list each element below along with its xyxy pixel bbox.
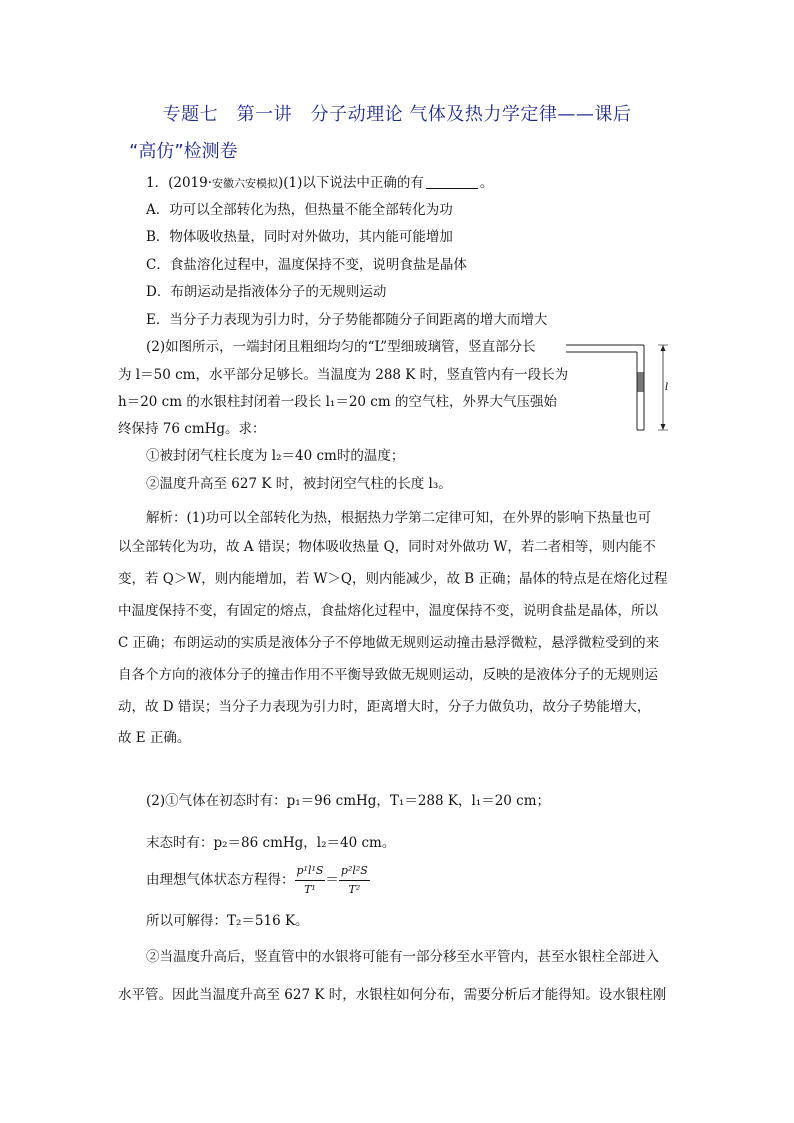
stem-source: 安徽六安模拟 bbox=[212, 177, 279, 190]
figure-label-l: l bbox=[665, 382, 669, 393]
part2-line-6: ②温度升高至 627 K 时，被封闭空气柱的长度 l₃。 bbox=[146, 476, 452, 492]
option-d: D．布朗运动是指液体分子的无规则运动 bbox=[146, 284, 387, 300]
part2-line-4: 终保持 76 cmHg。求： bbox=[118, 421, 266, 437]
title-line-1: 专题七 第一讲 分子动理论 气体及热力学定律——课后 bbox=[162, 104, 632, 125]
solution-line-6: 自各个方向的液体分子的撞击作用不平衡导致做无规则运动，反映的是液体分子的无规则运 bbox=[118, 667, 658, 683]
fraction-right bbox=[339, 862, 370, 899]
stem-end: 。 bbox=[479, 175, 494, 191]
answer-blank bbox=[426, 176, 478, 189]
option-a: A．功可以全部转化为热，但热量不能全部转化为功 bbox=[146, 202, 453, 218]
equation-prefix: 由理想气体状态方程得： bbox=[146, 872, 295, 888]
equals-sign: ＝ bbox=[325, 872, 339, 888]
fraction-left bbox=[295, 862, 326, 899]
stem-prefix: 1．(2019· bbox=[146, 175, 213, 191]
part2-line-1: (2)如图所示，一端封闭且粗细均匀的“L”型细玻璃管，竖直部分长 bbox=[146, 339, 536, 355]
title-line-2: “高仿”检测卷 bbox=[129, 141, 238, 162]
solution-line-3: 变，若 Q＞W，则内能增加，若 W＞Q，则内能减少，故 B 正确；晶体的特点是在熔化过程 bbox=[118, 571, 668, 587]
solution-line-7: 动，故 D 错误；当分子力表现为引力时，距离增大时，分子力做负功，故分子势能增大， bbox=[118, 699, 651, 715]
fraction-right-den: T² bbox=[348, 883, 361, 896]
solution-p2-line-2: 末态时有：p₂＝86 cmHg，l₂＝40 cm。 bbox=[146, 835, 396, 851]
mercury-column bbox=[638, 372, 644, 392]
solution-p3-line-2: 水平管。因此当温度升高至 627 K 时，水银柱如何分布，需要分析后才能得知。设水银柱刚 bbox=[118, 987, 667, 1003]
option-e: E．当分子力表现为引力时，分子势能都随分子间距离的增大而增大 bbox=[146, 312, 548, 328]
solution-line-4: 中温度保持不变，有固定的熔点，食盐熔化过程中，温度保持不变，说明食盐是晶体，所以 bbox=[118, 603, 658, 619]
solution-line-1: 解析：(1)功可以全部转化为热，根据热力学第二定律可知，在外界的影响下热量也可 bbox=[146, 510, 652, 526]
solution-line-8: 故 E 正确。 bbox=[118, 730, 191, 746]
option-b: B．物体吸收热量，同时对外做功，其内能可能增加 bbox=[146, 229, 453, 245]
stem-suffix: )(1)以下说法中正确的有 bbox=[278, 175, 424, 191]
fraction-left-den: T¹ bbox=[304, 883, 316, 896]
l-tube-figure bbox=[560, 338, 680, 438]
solution-line-5: C 正确；布朗运动的实质是液体分子不停地做无规则运动撞击悬浮微粒，悬浮微粒受到的来 bbox=[118, 635, 660, 651]
part2-line-2: 为 l＝50 cm，水平部分足够长。当温度为 288 K 时，竖直管内有一段长为 bbox=[118, 367, 569, 383]
fraction-right-num: p²l²S bbox=[339, 862, 370, 881]
solution-line-2: 以全部转化为功，故 A 错误；物体吸收热量 Q，同时对外做功 W，若二者相等，则内能不 bbox=[118, 539, 656, 555]
solution-p2-line-3 bbox=[146, 862, 370, 899]
solution-p3-line-1: ②当温度升高后，竖直管中的水银将可能有一部分移至水平管内，甚至水银柱全部进入 bbox=[146, 949, 659, 965]
option-c: C．食盐溶化过程中，温度保持不变，说明食盐是晶体 bbox=[146, 257, 467, 273]
solution-p2-line-4: 所以可解得：T₂＝516 K。 bbox=[146, 913, 309, 929]
fraction-left-num: p¹l¹S bbox=[295, 862, 326, 881]
part2-line-5: ①被封闭气柱长度为 l₂＝40 cm时的温度； bbox=[146, 448, 405, 464]
part2-line-3: h＝20 cm 的水银柱封闭着一段长 l₁＝20 cm 的空气柱，外界大气压强始 bbox=[118, 394, 557, 410]
question-1-stem bbox=[146, 174, 493, 193]
solution-p2-line-1: (2)①气体在初态时有：p₁＝96 cmHg，T₁＝288 K，l₁＝20 cm； bbox=[146, 793, 551, 809]
